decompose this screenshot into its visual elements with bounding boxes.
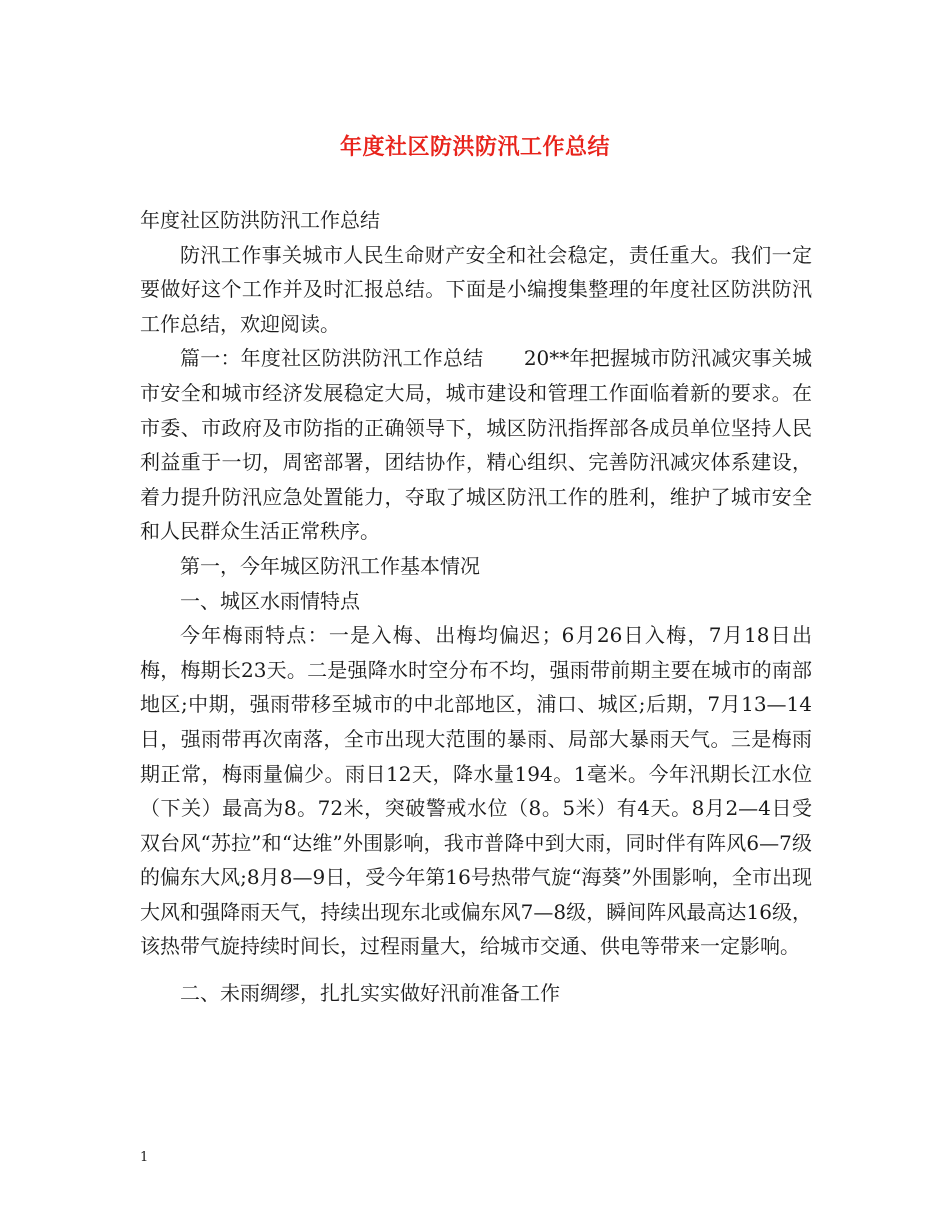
section-heading-rain-features: 一、城区水雨情特点	[180, 588, 360, 613]
document-subtitle: 年度社区防洪防汛工作总结	[140, 208, 380, 232]
paragraph-part-one: 篇一：年度社区防洪防汛工作总结 20**年把握城市防汛减灾事关城市安全和城市经济发展稳定大局，城市建设和管理工作面临着新的要求。在市委、市政府及市防指的正确领导下，城区防汛指挥部各成员单位坚持人民利益重于一切，周密部署，团结协作，精心组织、完善防汛减灾体系建设，着力提升防汛应急处置能力，夺取了城区防汛工作的胜利，维护了城市安全和人民群众生活正常秩序。	[140, 346, 812, 544]
section-heading-preparation: 二、未雨绸缪，扎扎实实做好汛前准备工作	[180, 981, 560, 1006]
document-title: 年度社区防洪防汛工作总结	[339, 134, 610, 160]
section-heading-basic-situation: 第一，今年城区防汛工作基本情况	[180, 553, 480, 578]
paragraph-intro: 防汛工作事关城市人民生命财产安全和社会稳定，责任重大。我们一定要做好这个工作并及时汇报总结。下面是小编搜集整理的年度社区防洪防汛工作总结，欢迎阅读。	[140, 242, 812, 336]
document-body	[140, 203, 812, 1011]
page-number: 1	[140, 1150, 149, 1165]
paragraph-rain-details: 今年梅雨特点：一是入梅、出梅均偏迟；6月26日入梅，7月18日出梅，梅期长23天。二是强降水时空分布不均，强雨带前期主要在城市的南部地区;中期，强雨带移至城市的中北部地区，浦口、城区;后期，7月13—14日，强雨带再次南落，全市出现大范围的暴雨、局部大暴雨天气。三是梅雨期正常，梅雨量偏少。雨日12天，降水量194。1毫米。今年汛期长江水位（下关）最高为8。72米，突破警戒水位（8。5米）有4天。8月2—4日受双台风“苏拉”和“达维”外围影响，我市普降中到大雨，同时伴有阵风6—7级的偏东大风;8月8—9日，受今年第16号热带气旋“海葵”外围影响，全市出现大风和强降雨天气，持续出现东北或偏东风7—8级，瞬间阵风最高达16级，该热带气旋持续时间长，过程雨量大，给城市交通、供电等带来一定影响。	[140, 623, 812, 959]
